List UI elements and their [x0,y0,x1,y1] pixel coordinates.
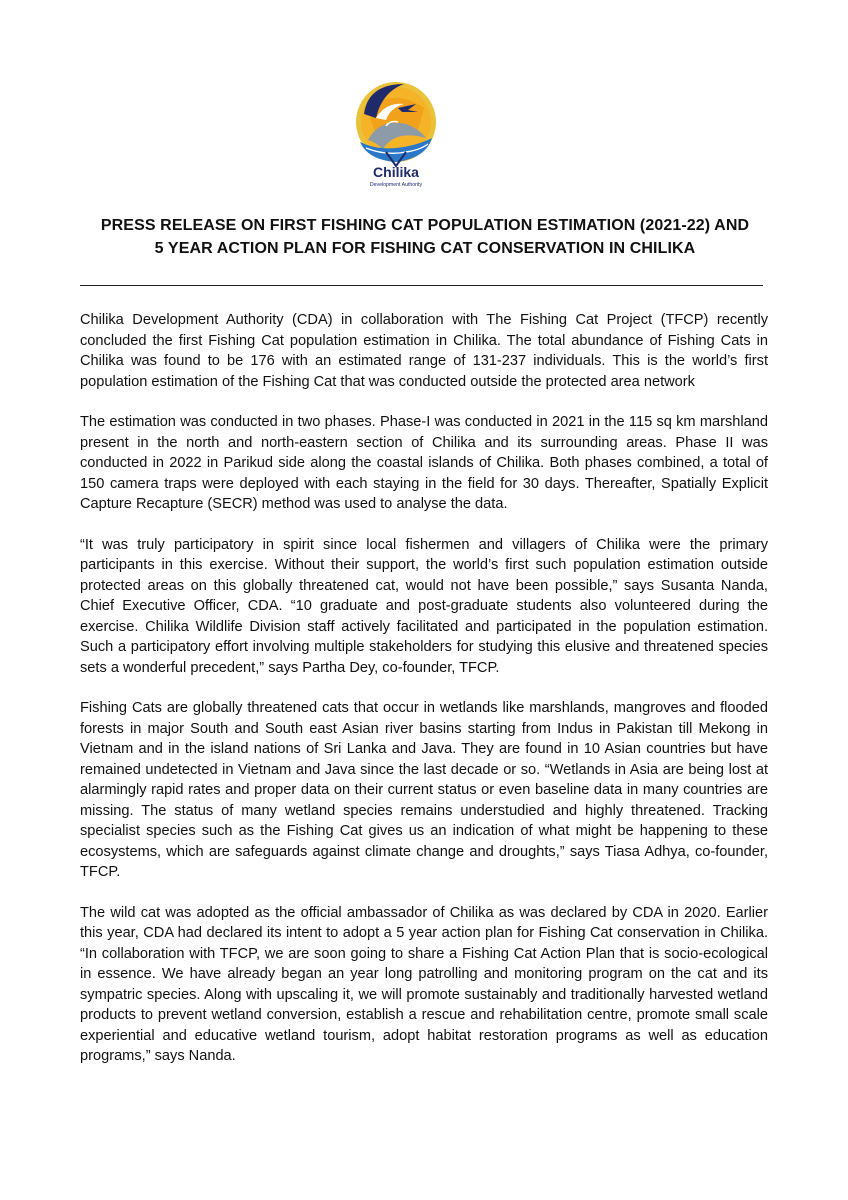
paragraph-species-background: Fishing Cats are globally threatened cats that occur in wetlands like marshlands, mangroves and flooded forests in major South and South east Asian river basins starting from Indus in Pakistan till Mekong in Vietnam and in the island nations of Sri Lanka and Java. They are found in 10 Asian countries but have remained undetected in Vietnam and Java since the last decade or so. “Wetlands in Asia are being lost at alarmingly rapid rates and proper data on their current status or even baseline data in many countries are missing. The status of many wetland species remains understudied and highly threatened. Tracking specialist species such as the Fishing Cat gives us an indication of what might be happening to these ecosystems, which are safeguards against climate change and droughts,” says Tiasa Adhya, co-founder, TFCP. [80,700,768,880]
title-line-1: PRESS RELEASE ON FIRST FISHING CAT POPULATION ESTIMATION (2021-22) AND [100,217,750,234]
logo-subtitle: Development Authority [369,182,423,188]
title-line-2: 5 YEAR ACTION PLAN FOR FISHING CAT CONSERVATION IN CHILIKA [154,240,696,257]
paragraph-quotes-participation: “It was truly participatory in spirit since local fishermen and villagers of Chilika were the primary participants in this exercise. Without their support, the world’s first such population estimation outside protected areas on this globally threatened cat, would not have been possible,” says Susanta Nanda, Chief Executive Officer, CDA. “10 graduate and post-graduate students also volunteered during the exercise. Chilika Wildlife Division staff actively facilitated and participated in the population estimation. Such a participatory effort involving multiple stakeholders for studying this elusive and threatened species sets a wonderful precedent,” says Partha Dey, co-founder, TFCP. [80,536,768,676]
chilika-logo [346,78,446,190]
paragraph-methodology: The estimation was conducted in two phases. Phase-I was conducted in 2021 in the 115 sq km marshland present in the north and north-eastern section of Chilika and its surrounding areas. Phase II was conducted in 2022 in Parikud side along the coastal islands of Chilika. Both phases combined, a total of 150 camera traps were deployed with each staying in the field for 30 days. Thereafter, Spatially Explicit Capture Recapture (SECR) method was used to analyse the data. [80,414,768,512]
title-divider [80,285,763,286]
paragraph-action-plan: The wild cat was adopted as the official ambassador of Chilika as was declared by CDA in 2020. Earlier this year, CDA had declared its intent to adopt a 5 year action plan for Fishing Cat conservation in Chilika. “In collaboration with TFCP, we are soon going to share a Fishing Cat Action Plan that is socio-ecological in essence. We have already began an year long patrolling and monitoring program on the cat and its sympatric species. Along with upscaling it, we will promote sustainably and traditionally harvested wetland products to prevent wetland conversion, establish a rescue and rehabilitation centre, promote small scale experiential and educative wetland tourism, adopt habitat restoration programs as well as education programs,” says Nanda. [80,904,768,1064]
logo-name: Chilika [373,164,419,180]
paragraph-intro: Chilika Development Authority (CDA) in collaboration with The Fishing Cat Project (TFCP) recently concluded the first Fishing Cat population estimation in Chilika. The total abundance of Fishing Cats in Chilika was found to be 176 with an estimated range of 131-237 individuals. This is the world’s first population estimation of the Fishing Cat that was conducted outside the protected area network [80,312,768,390]
page-title [60,214,790,260]
release-body [80,310,768,1087]
